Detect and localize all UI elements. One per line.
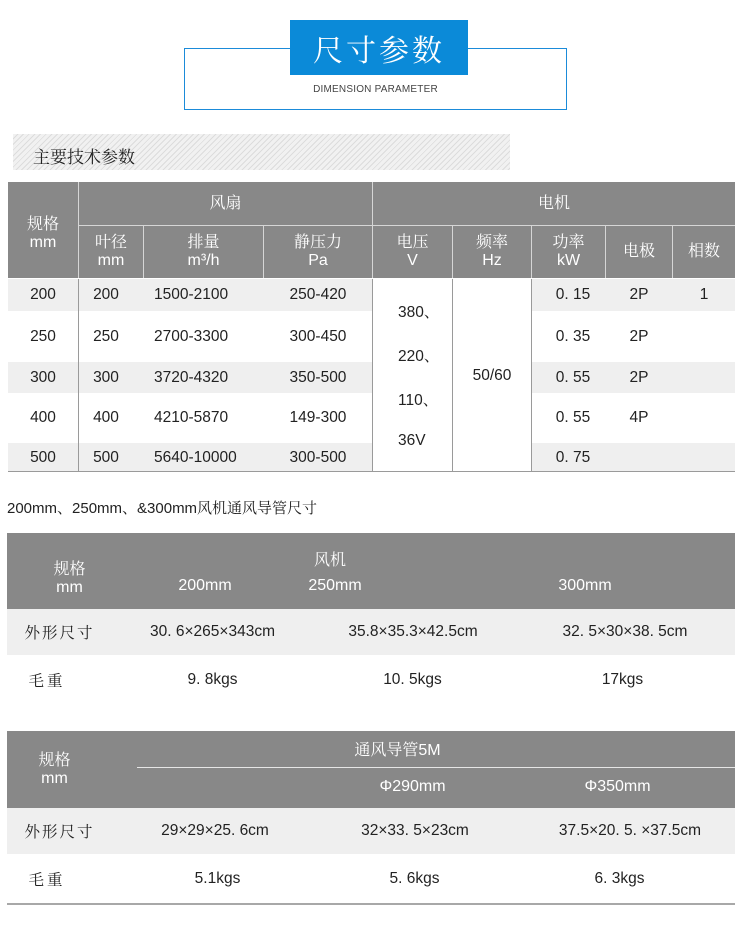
header-spec: [7, 557, 132, 601]
cell-poles: 4P: [629, 409, 649, 426]
cell-value: 10. 5kgs: [383, 671, 442, 688]
header-col-290: Φ290mm: [350, 777, 475, 797]
cell-diameter: 400: [93, 409, 119, 426]
cell-airflow: 2700-3300: [154, 327, 229, 345]
header-voltage: [373, 226, 452, 278]
cell-value: 30. 6×265×343cm: [150, 623, 275, 640]
header-airflow-label: 排量: [187, 234, 220, 251]
cell-diameter: 200: [93, 286, 119, 303]
cell-poles: 2P: [629, 368, 649, 386]
header-spec-label: 规格: [53, 561, 86, 578]
header-frequency-label: 频率: [475, 234, 508, 251]
row-label: 毛重: [28, 872, 66, 889]
cell-pressure: 350-500: [289, 368, 347, 386]
cell-power: 0. 35: [555, 327, 591, 345]
header-divider: [372, 182, 373, 278]
cell-value: 17kgs: [601, 671, 644, 688]
header-pressure-unit: Pa: [308, 252, 328, 269]
cell-frequency-merged: 50/60: [472, 366, 512, 384]
header-divider: [78, 182, 79, 278]
table-bottom-rule: [7, 903, 735, 905]
header-col-200: 200mm: [150, 576, 260, 596]
cell-value: 6. 3kgs: [594, 870, 645, 887]
header-col-350: Φ350mm: [555, 777, 680, 797]
cell-airflow: 5640-10000: [154, 448, 237, 466]
header-power-label: 功率: [552, 234, 585, 251]
header-divider: [672, 226, 673, 278]
header-diameter-unit: mm: [97, 252, 125, 269]
header-divider: [79, 225, 735, 226]
cell-airflow: 4210-5870: [154, 409, 229, 426]
header-spec-unit: mm: [56, 579, 83, 596]
voltage-value: 220、: [398, 348, 440, 365]
cell-value: 5. 6kgs: [389, 870, 440, 887]
cell-diameter: 500: [93, 448, 119, 466]
header-divider: [143, 226, 144, 278]
header-voltage-unit: V: [407, 252, 418, 269]
header-col-300: 300mm: [530, 576, 640, 596]
cell-value: 32×33. 5×23cm: [361, 822, 469, 839]
cell-value: 29×29×25. 6cm: [161, 822, 269, 839]
cell-airflow: 3720-4320: [154, 368, 229, 386]
cell-spec: 300: [30, 368, 56, 386]
cell-airflow: 1500-2100: [154, 286, 229, 303]
header-group-motor: 电机: [373, 182, 735, 225]
cell-pressure: 250-420: [289, 286, 347, 303]
header-group-fan: 风机: [300, 551, 360, 571]
header-spec-label: 规格: [38, 752, 71, 769]
header-diameter-label: 叶径: [94, 234, 127, 251]
header-poles: 电极: [606, 226, 672, 278]
cell-poles: 2P: [629, 327, 649, 345]
cell-spec: 400: [30, 409, 56, 426]
row-label: 毛重: [28, 673, 66, 690]
header-frequency-unit: Hz: [482, 252, 502, 269]
page-subtitle: DIMENSION PARAMETER: [313, 84, 438, 95]
header-group-duct: 通风导管5M: [330, 740, 465, 762]
header-power: [532, 226, 605, 278]
cell-voltage-merged: [373, 300, 452, 450]
voltage-value: 110、: [398, 392, 439, 409]
cell-spec: 250: [30, 327, 56, 345]
header-spec-unit: mm: [29, 234, 57, 251]
duct-caption: 200mm、250mm、&300mm风机通风导管尺寸: [7, 500, 318, 517]
cell-value: 32. 5×30×38. 5cm: [562, 623, 688, 640]
cell-spec: 500: [30, 448, 56, 466]
cell-phase: 1: [699, 286, 709, 303]
section-title: 主要技术参数: [33, 148, 135, 168]
header-pressure: [264, 226, 372, 278]
header-spec-label: 规格: [26, 216, 59, 233]
header-group-fan: 风扇: [79, 182, 372, 225]
header-divider: [605, 226, 606, 278]
voltage-value: 380、: [398, 304, 440, 321]
header-frequency: [453, 226, 531, 278]
header-spec: [8, 182, 78, 278]
cell-pressure: 149-300: [289, 409, 347, 426]
header-airflow-unit: m³/h: [187, 252, 220, 269]
header-pressure-label: 静压力: [293, 234, 342, 251]
header-phase: 相数: [673, 226, 735, 278]
header-divider: [263, 226, 264, 278]
cell-value: 37.5×20. 5. ×37.5cm: [558, 822, 702, 839]
page-title: 尺寸参数: [290, 20, 468, 75]
cell-diameter: 250: [93, 327, 119, 345]
header-diameter: [79, 226, 143, 278]
cell-pressure: 300-450: [289, 327, 347, 345]
header-divider: [137, 767, 735, 768]
voltage-value: 36V: [398, 432, 426, 449]
header-spec-unit: mm: [41, 770, 68, 787]
row-label: 外形尺寸: [24, 625, 95, 642]
cell-power: 0. 15: [555, 286, 591, 303]
cell-poles: 2P: [629, 286, 649, 303]
cell-pressure: 300-500: [289, 448, 347, 466]
header-divider: [531, 226, 532, 278]
header-airflow: [144, 226, 263, 278]
header-col-250: 250mm: [280, 576, 390, 596]
header-power-unit: kW: [556, 252, 581, 269]
cell-value: 9. 8kgs: [187, 671, 238, 688]
cell-power: 0. 75: [555, 448, 591, 466]
cell-spec: 200: [30, 286, 56, 303]
row-label: 外形尺寸: [24, 824, 95, 841]
cell-power: 0. 55: [555, 368, 591, 386]
cell-diameter: 300: [93, 368, 119, 386]
header-divider: [452, 226, 453, 278]
header-voltage-label: 电压: [396, 234, 429, 251]
cell-power: 0. 55: [555, 409, 591, 426]
cell-value: 5.1kgs: [194, 870, 241, 887]
cell-value: 35.8×35.3×42.5cm: [348, 623, 478, 640]
header-spec: [7, 748, 102, 792]
